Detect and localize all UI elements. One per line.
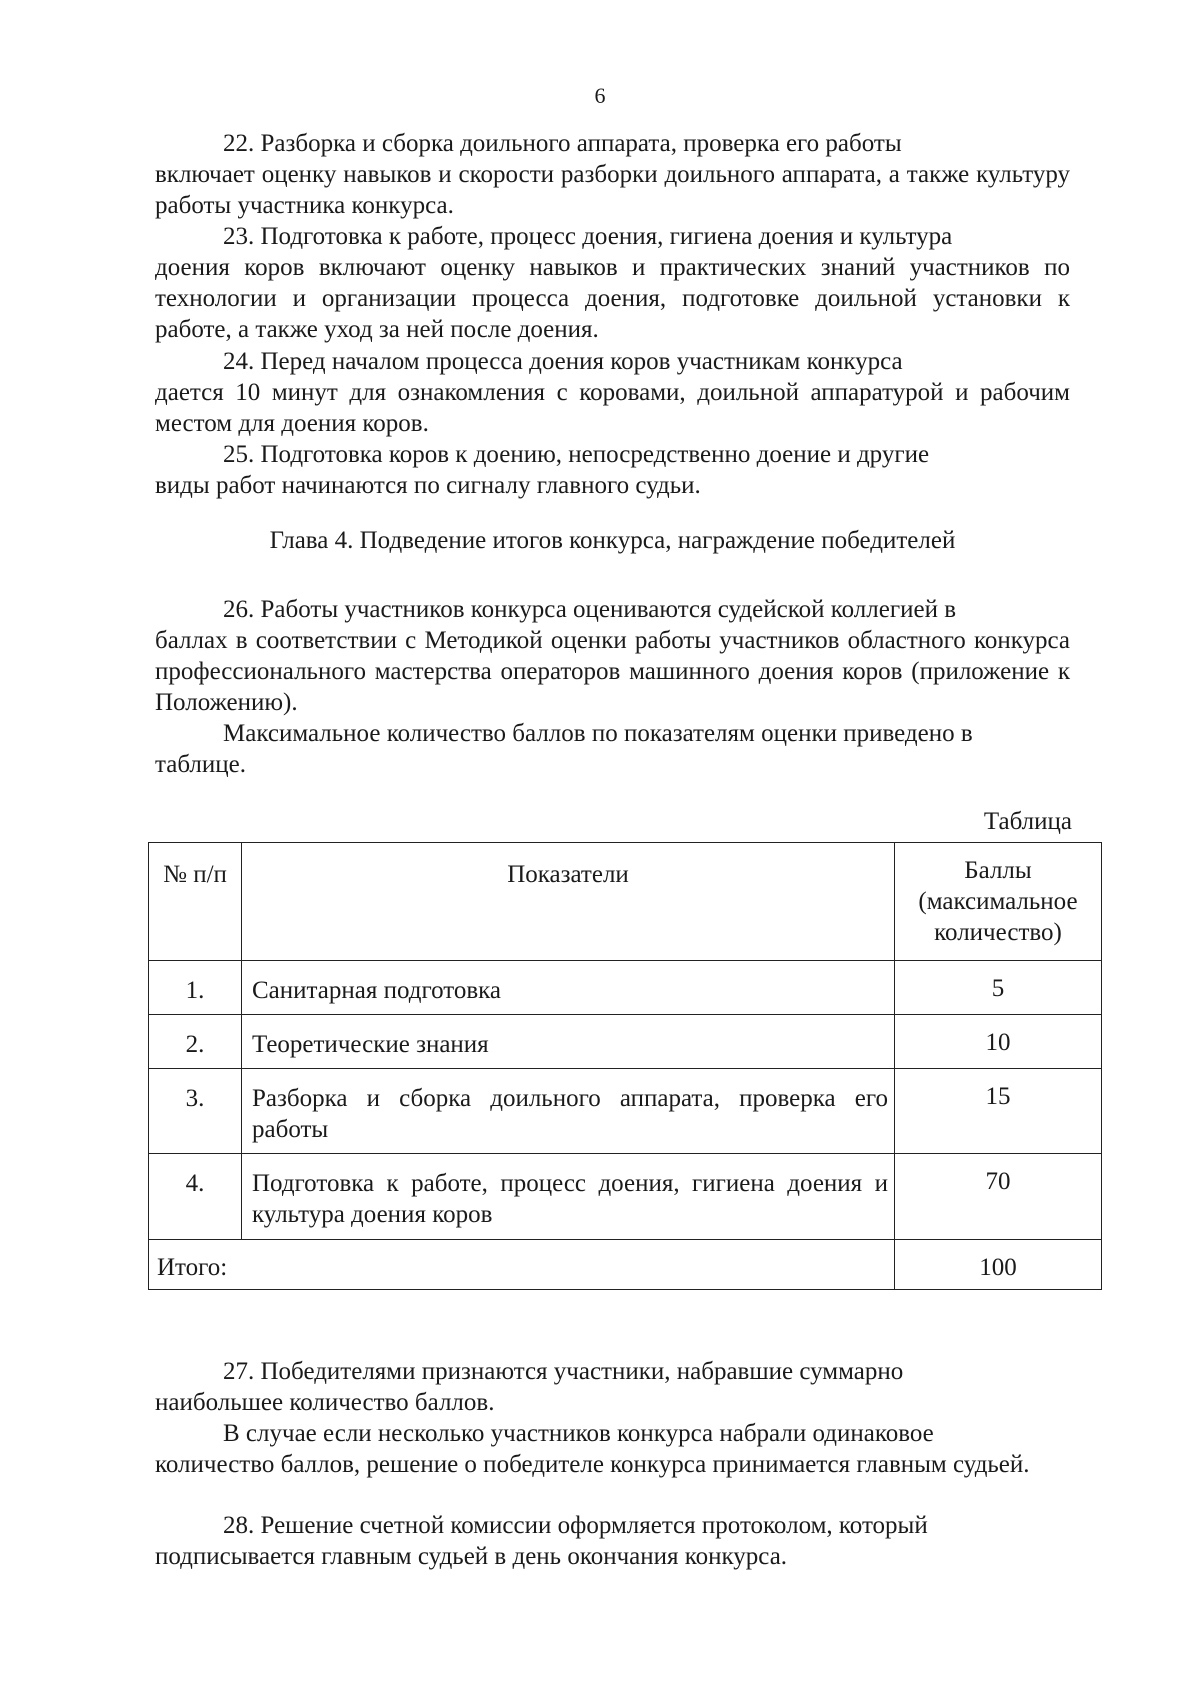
table-caption: Таблица xyxy=(983,808,1072,835)
row-points: 70 xyxy=(895,1154,1102,1240)
table-total-row xyxy=(149,1240,1102,1290)
paragraph-text: включает оценку навыков и скорости разборки доильного аппарата, а также культуру работы участника конкурса. xyxy=(155,161,1070,219)
paragraph-text: количество баллов, решение о победителе конкурса принимается главным судьей. xyxy=(155,1451,1030,1478)
paragraph-first-line: 25. Подготовка коров к доению, непосредственно доение и другие xyxy=(223,441,930,468)
row-number: 3. xyxy=(149,1069,242,1154)
page-number: 6 xyxy=(594,83,606,108)
paragraph-23 xyxy=(155,221,1070,345)
table-row xyxy=(149,961,1102,1015)
row-points: 5 xyxy=(895,961,1102,1015)
paragraph-24 xyxy=(155,346,1070,439)
paragraph-first-line: 23. Подготовка к работе, процесс доения, гигиена доения и культура xyxy=(223,223,953,250)
paragraph-25 xyxy=(155,439,1070,501)
paragraph-text: таблице. xyxy=(155,751,247,778)
paragraph-28 xyxy=(155,1510,1070,1572)
paragraph-first-line: 24. Перед началом процесса доения коров участникам конкурса xyxy=(223,348,903,375)
paragraph-first-line: 28. Решение счетной комиссии оформляется протоколом, который xyxy=(223,1512,928,1539)
header-number: № п/п xyxy=(149,843,242,961)
paragraph-text: наибольшее количество баллов. xyxy=(155,1389,495,1416)
paragraph-text: дается 10 минут для ознакомления с коровами, доильной аппаратурой и рабочим местом для доения коров. xyxy=(155,379,1070,437)
paragraph-22 xyxy=(155,128,1070,221)
paragraph-first-line: 27. Победителями признаются участники, набравшие суммарно xyxy=(223,1358,904,1385)
row-indicator: Подготовка к работе, процесс доения, гигиена доения и культура доения коров xyxy=(242,1154,895,1240)
paragraph-text: виды работ начинаются по сигналу главного судьи. xyxy=(155,472,701,499)
row-points: 10 xyxy=(895,1015,1102,1069)
paragraph-max-points xyxy=(155,718,1070,780)
paragraph-tie-rule xyxy=(155,1418,1070,1480)
row-number: 1. xyxy=(149,961,242,1015)
header-indicator: Показатели xyxy=(242,843,895,961)
paragraph-text: доения коров включают оценку навыков и практических знаний участников по технологии и организации процесса доения, подготовке доильной установки к работе, а также уход за ней после доения. xyxy=(155,254,1070,343)
row-points: 15 xyxy=(895,1069,1102,1154)
table-row xyxy=(149,1069,1102,1154)
paragraph-first-line: В случае если несколько участников конкурса набрали одинаковое xyxy=(223,1420,934,1447)
paragraph-27 xyxy=(155,1356,1070,1418)
paragraph-first-line: 22. Разборка и сборка доильного аппарата, проверка его работы xyxy=(223,130,902,157)
row-number: 4. xyxy=(149,1154,242,1240)
paragraph-26 xyxy=(155,594,1070,718)
total-label: Итого: xyxy=(149,1240,895,1290)
paragraph-first-line: Максимальное количество баллов по показателям оценки приведено в xyxy=(223,720,973,747)
scores-table xyxy=(148,842,1102,1290)
chapter-heading: Глава 4. Подведение итогов конкурса, награждение победителей xyxy=(269,527,956,554)
total-points: 100 xyxy=(895,1240,1102,1290)
row-indicator: Разборка и сборка доильного аппарата, проверка его работы xyxy=(242,1069,895,1154)
table-row xyxy=(149,1154,1102,1240)
paragraph-text: подписывается главным судьей в день окончания конкурса. xyxy=(155,1543,788,1570)
row-number: 2. xyxy=(149,1015,242,1069)
paragraph-first-line: 26. Работы участников конкурса оцениваются судейской коллегией в xyxy=(223,596,957,623)
table-header-row xyxy=(149,843,1102,961)
table-row xyxy=(149,1015,1102,1069)
row-indicator: Теоретические знания xyxy=(242,1015,895,1069)
header-points: Баллы (максимальное количество) xyxy=(895,843,1102,961)
paragraph-text: баллах в соответствии с Методикой оценки работы участников областного конкурса профессионального мастерства операторов машинного доения коров (приложение к Положению). xyxy=(155,627,1070,716)
row-indicator: Санитарная подготовка xyxy=(242,961,895,1015)
